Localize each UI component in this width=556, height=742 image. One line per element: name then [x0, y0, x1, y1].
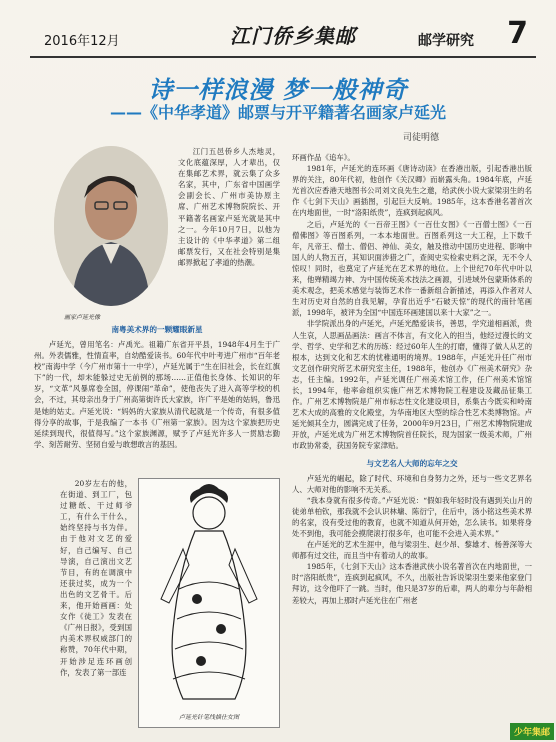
- artwork-caption: 卢延光针笔线描仕女图: [178, 714, 239, 721]
- intro-text: 江门五邑侨乡人杰地灵，文化底蕴深厚，人才辈出，仅在集邮艺术界，就云集了众多名家，其中，广东省中国画学会副会长、广州市美协原主席、广州艺术博物院院长、开平籍著名画家卢延光就是其中之一。今年10月7日，以他为主设计的《中华孝道》第二组邮票发行，又在社会特别是集邮界掀起了孝道的热潮。: [178, 147, 280, 267]
- right-body-3: 之后，卢延光的《一百帝王图》《一百仕女图》《一百僧士图》《一百僧佛图》等百图系列，一本本地面世。百图系列这一大工程，上下数千年，凡帝王、僧士、僧侣、神仙、美女，触及推动中国历史进程、影响中国人的人物五百，其知识面涉猎之广，查阅史实检索史料之深，无不令人惊叹！同时，也奠定了卢延光在艺术界的地位。上个世纪70年代中叶以来，他殚精竭力神、为中国传统美术技法之画源，引进域外包蒙斯体系的美术观念，把美术感觉与装饰艺术作一番新组合新描述，再添入作者对人生对历史对自然的自我见解，孕育出近乎“石破天惊”的现代的南针笔画派，1998年，被评为全国“中国连环画建国以来十大家”之一。: [292, 219, 532, 318]
- page-header: [30, 14, 536, 58]
- right-body-2: 1981年，卢延光的连环画《唐诗动读》在香港出版，引起香港出版界的关注，80年代初，他创作《关汉卿》而崭露头角。1984年底，卢延光首次应香港天地图书公司刘文良先生之邀，给武侠小说大家梁羽生的名作《七剑下天山》画插图，引起巨大反响。1985年，这本香港名著首次在内地面世，一时“洛阳纸贵”，连疯到起疯风。: [292, 164, 532, 218]
- right-body-8: 1985年，《七剑下天山》这本香港武侠小说名著首次在内地面世，一时“洛阳纸贵”，连疯到起疯风，不久，出版社告诉说梁羽生要来他家登门拜访，这令他吓了一跳。当时，他只是37岁的后辈，两人的辈分与年龄相差较大，再加上那时卢延光住在广州老: [292, 562, 532, 605]
- intro-paragraph: [178, 146, 280, 268]
- right-body-5: 卢延光的崛起，除了时代、环境和自身努力之外，还与一些文艺界名人、大师对他的影响不无关系。: [292, 473, 532, 494]
- left-body-text: 卢延光，曾用笔名：卢禹光。祖籍广东省开平县，1948年4月生于广州。外表儒雅，性情直率，自幼酷爱读书。60年代中叶考进广州市“百年老校”南海中学（今广州市第十一中学），卢延光属于“生在旧社会，长在红旗下”的一代，却未能躲过史无前例的那场……正值他长身体、长知识的年岁，“文革”风暴席卷全国，停课闹“革命”，使他丧失了进入高等学校的机会，不过，其母亲出身于广州高第街许氏大家族，许广平是她的姑妈，鲁迅是她的姑丈。卢延光说：“妈妈的大家族从清代起就是一个传奇，有很多值得分享的故事，于是我编了一本书《广州第一家族》。因为这个家族把历史延续到现代，很值得写。”这个家族渊源，赋予了卢延光许多人一贯励志勤学、刻苦耐劳、坚韧自爱与敢想敢言的基因。: [34, 340, 280, 449]
- right-column-body: [292, 152, 532, 606]
- article-title: 诗一样浪漫 梦一般神奇: [148, 76, 408, 104]
- right-body-1: 环画作品《追车》。: [292, 153, 355, 162]
- author-byline: 司徒明德: [402, 133, 439, 143]
- page-number: 7: [507, 16, 528, 51]
- masthead: 江门侨乡集邮: [230, 24, 356, 48]
- section-label: 邮学研究: [418, 33, 474, 49]
- right-body-7: 在卢延光的艺术生涯中，他与梁羽生、赵少昂、黎雄才、杨善深等大师都有过交往，而且当中有着动人的故事。: [292, 540, 532, 561]
- left-side-column: [60, 478, 132, 678]
- left-column-body: [34, 318, 280, 450]
- section-heading-2: 与文艺名人大师的忘年之交: [366, 458, 458, 468]
- portrait-photo: [54, 146, 168, 306]
- right-body-6: “我本身就有很多传奇。”卢延光说：“假如我年轻时没有遇到关山月的徒弟单柏钦，那我就不会认识林墉、陈衍宁，住后中，汤小铭这些美术界的名家，没有受过他的教育，也就不知道从何开始，怎么读书。如果将身处不到他，我可能会摸爬滚打很多年，也可能不会进入美术界。”: [292, 495, 532, 538]
- article-subtitle: ——《中华孝道》邮票与开平籍著名画家卢延光: [109, 103, 446, 122]
- corner-badge: 少年集邮: [510, 723, 554, 740]
- portrait-caption: 画家卢延光像: [64, 314, 101, 321]
- section-heading-1: 南粤美术界的一颗耀眼新星: [111, 325, 203, 334]
- right-body-4: 非学院派出身的卢延光，卢延光酷爱读书，善思，学究道相画派，贵人生哀，人思画品画法：画言不体言，有文化入的担当，他经过漫长的文学、哲学、史学和艺术的历练：经过60年人生的打磨，懂得了做人从艺的根本，达到文化和艺术的忧稚通明的境界。1988年，卢延光升任广州市文艺创作研究所艺术研究室主任，1988年，他创办《广州美术研究》杂志，任主编。1992年，卢延光调任广州美术馆工作，任广州美术馆馆长，1994年，他率命组织实施广州艺术博物院工程建设及藏品征集工作。广州艺术博物院是广州市标志性文化建设项目，系集古今既实和岭南艺术大成的高雅的文化殿堂，为华南地区大型的综合性艺术类博物馆。卢延光倾其全力，圆满完成了任务，2000年9月23日，广州艺术博物院建成开放，卢延光成为广州艺术博物院首任院长，现为国家一级美术师，广州市政协常委，获国务院专家津贴。: [292, 319, 532, 451]
- left-side-text: 20岁左右的他，在街道、到工厂，包过糖纸、干过师爷工，有什么干什么，始终坚持与书为伴。由于他对文艺的爱好，自己编写、自己导演，自己演出文艺节目，有的在调演中还获过奖，成为一个出色的文艺骨干。后来，他开始画画：处女作《徒工》发表在《广州日报》，受到国内美术界权威部门的称赞，70年代中期，开始涉足连环画创作，发表了第一部连: [60, 479, 132, 677]
- issue-date: 2016年12月: [44, 34, 120, 49]
- artwork-illustration: [138, 478, 280, 728]
